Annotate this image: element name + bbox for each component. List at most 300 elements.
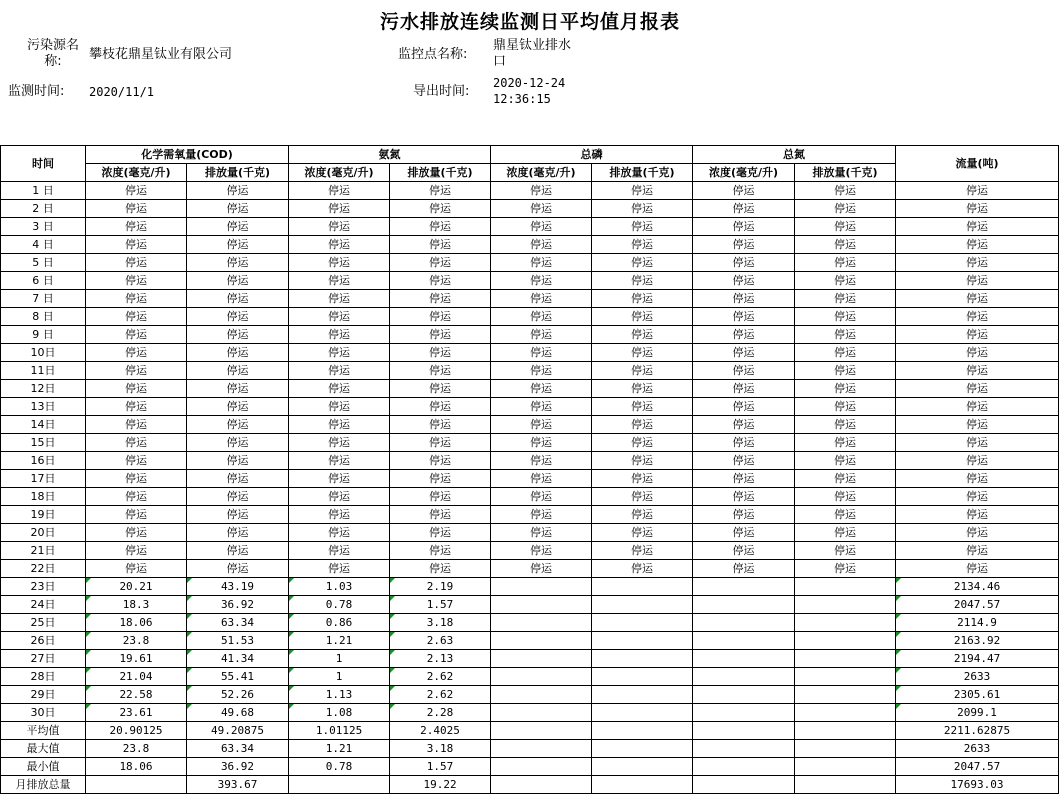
table-row: [1, 272, 1059, 290]
empty-cell: [592, 704, 693, 722]
summary-label: 月排放总量: [1, 776, 86, 794]
table-row: [1, 218, 1059, 236]
empty-cell: [693, 578, 795, 596]
flow-cell: 2194.47: [896, 650, 1059, 668]
stopped-cell: 停运: [896, 542, 1059, 560]
table-row: [1, 416, 1059, 434]
empty-cell: [491, 686, 592, 704]
stopped-cell: 停运: [592, 326, 693, 344]
empty-cell: [491, 776, 592, 794]
header-time: 时间: [1, 146, 86, 182]
stopped-cell: 停运: [795, 200, 896, 218]
stopped-cell: 停运: [86, 416, 187, 434]
stopped-cell: 停运: [187, 308, 289, 326]
empty-cell: [693, 650, 795, 668]
stopped-cell: 停运: [795, 560, 896, 578]
stopped-cell: 停运: [592, 182, 693, 200]
stopped-cell: 停运: [592, 524, 693, 542]
stopped-cell: 停运: [491, 326, 592, 344]
stopped-cell: 停运: [491, 524, 592, 542]
empty-cell: [592, 650, 693, 668]
stopped-cell: 停运: [390, 380, 491, 398]
cod-conc-cell: 22.58: [86, 686, 187, 704]
stopped-cell: 停运: [491, 200, 592, 218]
nh3-conc-cell: 0.78: [289, 596, 390, 614]
day-cell: 5 日: [1, 254, 86, 272]
stopped-cell: 停运: [693, 524, 795, 542]
stopped-cell: 停运: [693, 560, 795, 578]
cod-emit-cell: 52.26: [187, 686, 289, 704]
nh3-conc-cell: 0.78: [289, 758, 390, 776]
table-row: [1, 614, 1059, 632]
empty-cell: [795, 722, 896, 740]
day-cell: 7 日: [1, 290, 86, 308]
stopped-cell: 停运: [491, 560, 592, 578]
stopped-cell: 停运: [896, 560, 1059, 578]
report-body: [1, 182, 1059, 794]
nh3-emit-cell: 3.18: [390, 740, 491, 758]
stopped-cell: 停运: [896, 380, 1059, 398]
empty-cell: [795, 740, 896, 758]
stopped-cell: 停运: [693, 182, 795, 200]
empty-cell: [795, 614, 896, 632]
empty-cell: [693, 758, 795, 776]
stopped-cell: 停运: [187, 398, 289, 416]
cod-emit-cell: 49.20875: [187, 722, 289, 740]
export-value: 2020-12-24 12:36:15: [493, 76, 566, 106]
day-cell: 25日: [1, 614, 86, 632]
stopped-cell: 停运: [693, 506, 795, 524]
stopped-cell: 停运: [795, 434, 896, 452]
stopped-cell: 停运: [187, 200, 289, 218]
flow-cell: 2114.9: [896, 614, 1059, 632]
nh3-conc-cell: 1.08: [289, 704, 390, 722]
table-row: [1, 344, 1059, 362]
stopped-cell: 停运: [592, 272, 693, 290]
stopped-cell: 停运: [592, 506, 693, 524]
cod-conc-cell: 18.06: [86, 758, 187, 776]
day-cell: 23日: [1, 578, 86, 596]
cod-conc-cell: 23.8: [86, 740, 187, 758]
stopped-cell: 停运: [491, 308, 592, 326]
day-cell: 19日: [1, 506, 86, 524]
stopped-cell: 停运: [187, 182, 289, 200]
stopped-cell: 停运: [592, 542, 693, 560]
stopped-cell: 停运: [592, 434, 693, 452]
day-cell: 26日: [1, 632, 86, 650]
stopped-cell: 停运: [491, 416, 592, 434]
empty-cell: [795, 632, 896, 650]
stopped-cell: 停运: [693, 398, 795, 416]
stopped-cell: 停运: [896, 182, 1059, 200]
stopped-cell: 停运: [289, 182, 390, 200]
stopped-cell: 停运: [896, 254, 1059, 272]
empty-cell: [592, 740, 693, 758]
cod-conc-cell: 23.8: [86, 632, 187, 650]
stopped-cell: 停运: [289, 380, 390, 398]
table-row: [1, 200, 1059, 218]
stopped-cell: 停运: [795, 182, 896, 200]
stopped-cell: 停运: [86, 542, 187, 560]
day-cell: 12日: [1, 380, 86, 398]
nh3-conc-cell: 1.21: [289, 632, 390, 650]
empty-cell: [795, 578, 896, 596]
empty-cell: [693, 668, 795, 686]
stopped-cell: 停运: [795, 290, 896, 308]
empty-cell: [491, 704, 592, 722]
empty-cell: [693, 740, 795, 758]
flow-cell: 2633: [896, 668, 1059, 686]
table-row: [1, 236, 1059, 254]
stopped-cell: 停运: [390, 308, 491, 326]
report-table: [0, 145, 1059, 794]
stopped-cell: 停运: [289, 362, 390, 380]
table-row: [1, 524, 1059, 542]
nh3-conc-cell: 0.86: [289, 614, 390, 632]
stopped-cell: 停运: [390, 398, 491, 416]
stopped-cell: 停运: [693, 416, 795, 434]
stopped-cell: 停运: [86, 524, 187, 542]
stopped-cell: 停运: [693, 236, 795, 254]
stopped-cell: 停运: [390, 470, 491, 488]
empty-cell: [491, 722, 592, 740]
stopped-cell: 停运: [491, 254, 592, 272]
stopped-cell: 停运: [86, 308, 187, 326]
stopped-cell: 停运: [390, 272, 491, 290]
empty-cell: [795, 758, 896, 776]
empty-cell: [592, 614, 693, 632]
stopped-cell: 停运: [896, 506, 1059, 524]
day-cell: 13日: [1, 398, 86, 416]
empty-cell: [795, 776, 896, 794]
stopped-cell: 停运: [896, 308, 1059, 326]
stopped-cell: 停运: [86, 362, 187, 380]
cod-emit-cell: 36.92: [187, 758, 289, 776]
table-row: [1, 632, 1059, 650]
day-cell: 9 日: [1, 326, 86, 344]
cod-emit-cell: 36.92: [187, 596, 289, 614]
table-row: [1, 686, 1059, 704]
stopped-cell: 停运: [491, 452, 592, 470]
cod-conc-cell: 20.21: [86, 578, 187, 596]
stopped-cell: 停运: [289, 434, 390, 452]
day-cell: 15日: [1, 434, 86, 452]
stopped-cell: 停运: [592, 362, 693, 380]
stopped-cell: 停运: [592, 380, 693, 398]
empty-cell: [491, 758, 592, 776]
empty-cell: [491, 632, 592, 650]
day-cell: 1 日: [1, 182, 86, 200]
empty-cell: [795, 704, 896, 722]
stopped-cell: 停运: [289, 470, 390, 488]
stopped-cell: 停运: [896, 524, 1059, 542]
table-row: [1, 560, 1059, 578]
stopped-cell: 停运: [289, 398, 390, 416]
stopped-cell: 停运: [693, 272, 795, 290]
time-label: 监测时间:: [8, 84, 65, 99]
stopped-cell: 停运: [390, 290, 491, 308]
empty-cell: [693, 596, 795, 614]
cod-emit-cell: 41.34: [187, 650, 289, 668]
empty-cell: [795, 596, 896, 614]
flow-cell: 2305.61: [896, 686, 1059, 704]
empty-cell: [795, 668, 896, 686]
empty-cell: [592, 596, 693, 614]
day-cell: 16日: [1, 452, 86, 470]
stopped-cell: 停运: [491, 506, 592, 524]
stopped-cell: 停运: [592, 488, 693, 506]
stopped-cell: 停运: [289, 506, 390, 524]
stopped-cell: 停运: [86, 218, 187, 236]
day-cell: 4 日: [1, 236, 86, 254]
stopped-cell: 停运: [896, 434, 1059, 452]
stopped-cell: 停运: [390, 542, 491, 560]
stopped-cell: 停运: [896, 344, 1059, 362]
stopped-cell: 停运: [592, 398, 693, 416]
stopped-cell: 停运: [390, 506, 491, 524]
summary-row: [1, 722, 1059, 740]
stopped-cell: 停运: [592, 416, 693, 434]
stopped-cell: 停运: [390, 218, 491, 236]
stopped-cell: 停运: [187, 218, 289, 236]
stopped-cell: 停运: [896, 272, 1059, 290]
nh3-emit-cell: 2.62: [390, 686, 491, 704]
stopped-cell: 停运: [187, 380, 289, 398]
stopped-cell: 停运: [491, 344, 592, 362]
cod-emit-cell: 393.67: [187, 776, 289, 794]
stopped-cell: 停运: [187, 344, 289, 362]
stopped-cell: 停运: [896, 488, 1059, 506]
table-row: [1, 470, 1059, 488]
day-cell: 29日: [1, 686, 86, 704]
day-cell: 24日: [1, 596, 86, 614]
stopped-cell: 停运: [86, 470, 187, 488]
summary-label: 平均值: [1, 722, 86, 740]
stopped-cell: 停运: [187, 362, 289, 380]
stopped-cell: 停运: [491, 470, 592, 488]
stopped-cell: 停运: [289, 272, 390, 290]
stopped-cell: 停运: [86, 434, 187, 452]
stopped-cell: 停运: [896, 398, 1059, 416]
empty-cell: [693, 704, 795, 722]
empty-cell: [592, 668, 693, 686]
stopped-cell: 停运: [86, 326, 187, 344]
stopped-cell: 停运: [187, 560, 289, 578]
table-row: [1, 182, 1059, 200]
stopped-cell: 停运: [795, 524, 896, 542]
header-tp-emit: 排放量(千克): [592, 164, 693, 182]
time-value: 2020/11/1: [89, 85, 155, 99]
nh3-emit-cell: 3.18: [390, 614, 491, 632]
nh3-conc-cell: 1.13: [289, 686, 390, 704]
cod-emit-cell: 49.68: [187, 704, 289, 722]
stopped-cell: 停运: [795, 416, 896, 434]
stopped-cell: 停运: [693, 344, 795, 362]
nh3-conc-cell: 1: [289, 668, 390, 686]
table-row: [1, 290, 1059, 308]
stopped-cell: 停运: [289, 542, 390, 560]
stopped-cell: 停运: [390, 236, 491, 254]
stopped-cell: 停运: [187, 326, 289, 344]
table-row: [1, 578, 1059, 596]
empty-cell: [491, 596, 592, 614]
header-cod-emit: 排放量(千克): [187, 164, 289, 182]
stopped-cell: 停运: [795, 542, 896, 560]
stopped-cell: 停运: [289, 326, 390, 344]
stopped-cell: 停运: [86, 272, 187, 290]
header-cod: 化学需氧量(COD): [86, 146, 289, 164]
nh3-conc-cell: 1: [289, 650, 390, 668]
table-row: [1, 434, 1059, 452]
stopped-cell: 停运: [289, 200, 390, 218]
stopped-cell: 停运: [795, 506, 896, 524]
day-cell: 3 日: [1, 218, 86, 236]
stopped-cell: 停运: [896, 470, 1059, 488]
stopped-cell: 停运: [491, 236, 592, 254]
stopped-cell: 停运: [390, 254, 491, 272]
table-row: [1, 596, 1059, 614]
header-nh3-conc: 浓度(毫克/升): [289, 164, 390, 182]
empty-cell: [795, 650, 896, 668]
nh3-conc-cell: 1.03: [289, 578, 390, 596]
stopped-cell: 停运: [592, 200, 693, 218]
stopped-cell: 停运: [289, 236, 390, 254]
empty-cell: [592, 758, 693, 776]
stopped-cell: 停运: [187, 272, 289, 290]
flow-cell: 2211.62875: [896, 722, 1059, 740]
cod-emit-cell: 55.41: [187, 668, 289, 686]
day-cell: 30日: [1, 704, 86, 722]
nh3-emit-cell: 19.22: [390, 776, 491, 794]
day-cell: 2 日: [1, 200, 86, 218]
stopped-cell: 停运: [693, 452, 795, 470]
day-cell: 6 日: [1, 272, 86, 290]
stopped-cell: 停运: [491, 434, 592, 452]
stopped-cell: 停运: [390, 560, 491, 578]
nh3-emit-cell: 2.62: [390, 668, 491, 686]
stopped-cell: 停运: [491, 398, 592, 416]
table-row: [1, 488, 1059, 506]
stopped-cell: 停运: [86, 236, 187, 254]
stopped-cell: 停运: [693, 380, 795, 398]
stopped-cell: 停运: [491, 290, 592, 308]
stopped-cell: 停运: [896, 416, 1059, 434]
stopped-cell: 停运: [289, 560, 390, 578]
stopped-cell: 停运: [491, 182, 592, 200]
header-flow: 流量(吨): [896, 146, 1059, 182]
stopped-cell: 停运: [491, 362, 592, 380]
empty-cell: [592, 632, 693, 650]
nh3-emit-cell: 2.63: [390, 632, 491, 650]
header-tn: 总氮: [693, 146, 896, 164]
empty-cell: [592, 776, 693, 794]
table-row: [1, 362, 1059, 380]
empty-cell: [795, 686, 896, 704]
day-cell: 18日: [1, 488, 86, 506]
day-cell: 21日: [1, 542, 86, 560]
day-cell: 28日: [1, 668, 86, 686]
stopped-cell: 停运: [795, 362, 896, 380]
stopped-cell: 停运: [693, 488, 795, 506]
stopped-cell: 停运: [693, 326, 795, 344]
summary-row: [1, 776, 1059, 794]
stopped-cell: 停运: [86, 380, 187, 398]
header-tn-conc: 浓度(毫克/升): [693, 164, 795, 182]
table-row: [1, 380, 1059, 398]
stopped-cell: 停运: [592, 308, 693, 326]
stopped-cell: 停运: [795, 254, 896, 272]
cod-conc-cell: 23.61: [86, 704, 187, 722]
summary-label: 最大值: [1, 740, 86, 758]
day-cell: 8 日: [1, 308, 86, 326]
stopped-cell: 停运: [491, 380, 592, 398]
table-row: [1, 308, 1059, 326]
stopped-cell: 停运: [693, 470, 795, 488]
stopped-cell: 停运: [86, 254, 187, 272]
cod-conc-cell: 20.90125: [86, 722, 187, 740]
stopped-cell: 停运: [390, 200, 491, 218]
cod-conc-cell: 18.3: [86, 596, 187, 614]
stopped-cell: 停运: [187, 524, 289, 542]
stopped-cell: 停运: [693, 200, 795, 218]
stopped-cell: 停运: [896, 326, 1059, 344]
stopped-cell: 停运: [289, 344, 390, 362]
stopped-cell: 停运: [693, 218, 795, 236]
stopped-cell: 停运: [693, 308, 795, 326]
stopped-cell: 停运: [896, 290, 1059, 308]
stopped-cell: 停运: [491, 218, 592, 236]
stopped-cell: 停运: [187, 470, 289, 488]
stopped-cell: 停运: [390, 362, 491, 380]
empty-cell: [592, 686, 693, 704]
empty-cell: [693, 686, 795, 704]
stopped-cell: 停运: [86, 560, 187, 578]
cod-conc-cell: [86, 776, 187, 794]
empty-cell: [693, 722, 795, 740]
table-row: [1, 398, 1059, 416]
summary-label: 最小值: [1, 758, 86, 776]
stopped-cell: 停运: [187, 290, 289, 308]
cod-conc-cell: 21.04: [86, 668, 187, 686]
stopped-cell: 停运: [795, 236, 896, 254]
cod-emit-cell: 63.34: [187, 740, 289, 758]
stopped-cell: 停运: [390, 326, 491, 344]
stopped-cell: 停运: [187, 488, 289, 506]
empty-cell: [693, 614, 795, 632]
nh3-emit-cell: 2.4025: [390, 722, 491, 740]
table-row: [1, 668, 1059, 686]
stopped-cell: 停运: [289, 488, 390, 506]
day-cell: 20日: [1, 524, 86, 542]
empty-cell: [491, 740, 592, 758]
cod-conc-cell: 19.61: [86, 650, 187, 668]
stopped-cell: 停运: [491, 542, 592, 560]
empty-cell: [693, 776, 795, 794]
stopped-cell: 停运: [592, 344, 693, 362]
header-tp-conc: 浓度(毫克/升): [491, 164, 592, 182]
header-nh3: 氨氮: [289, 146, 491, 164]
stopped-cell: 停运: [390, 344, 491, 362]
stopped-cell: 停运: [795, 452, 896, 470]
table-row: [1, 506, 1059, 524]
table-row: [1, 650, 1059, 668]
header-tn-emit: 排放量(千克): [795, 164, 896, 182]
source-label: 污染源名 称:: [26, 38, 79, 69]
day-cell: 14日: [1, 416, 86, 434]
day-cell: 27日: [1, 650, 86, 668]
source-value: 攀枝花鼎星钛业有限公司: [89, 47, 233, 62]
stopped-cell: 停运: [289, 524, 390, 542]
